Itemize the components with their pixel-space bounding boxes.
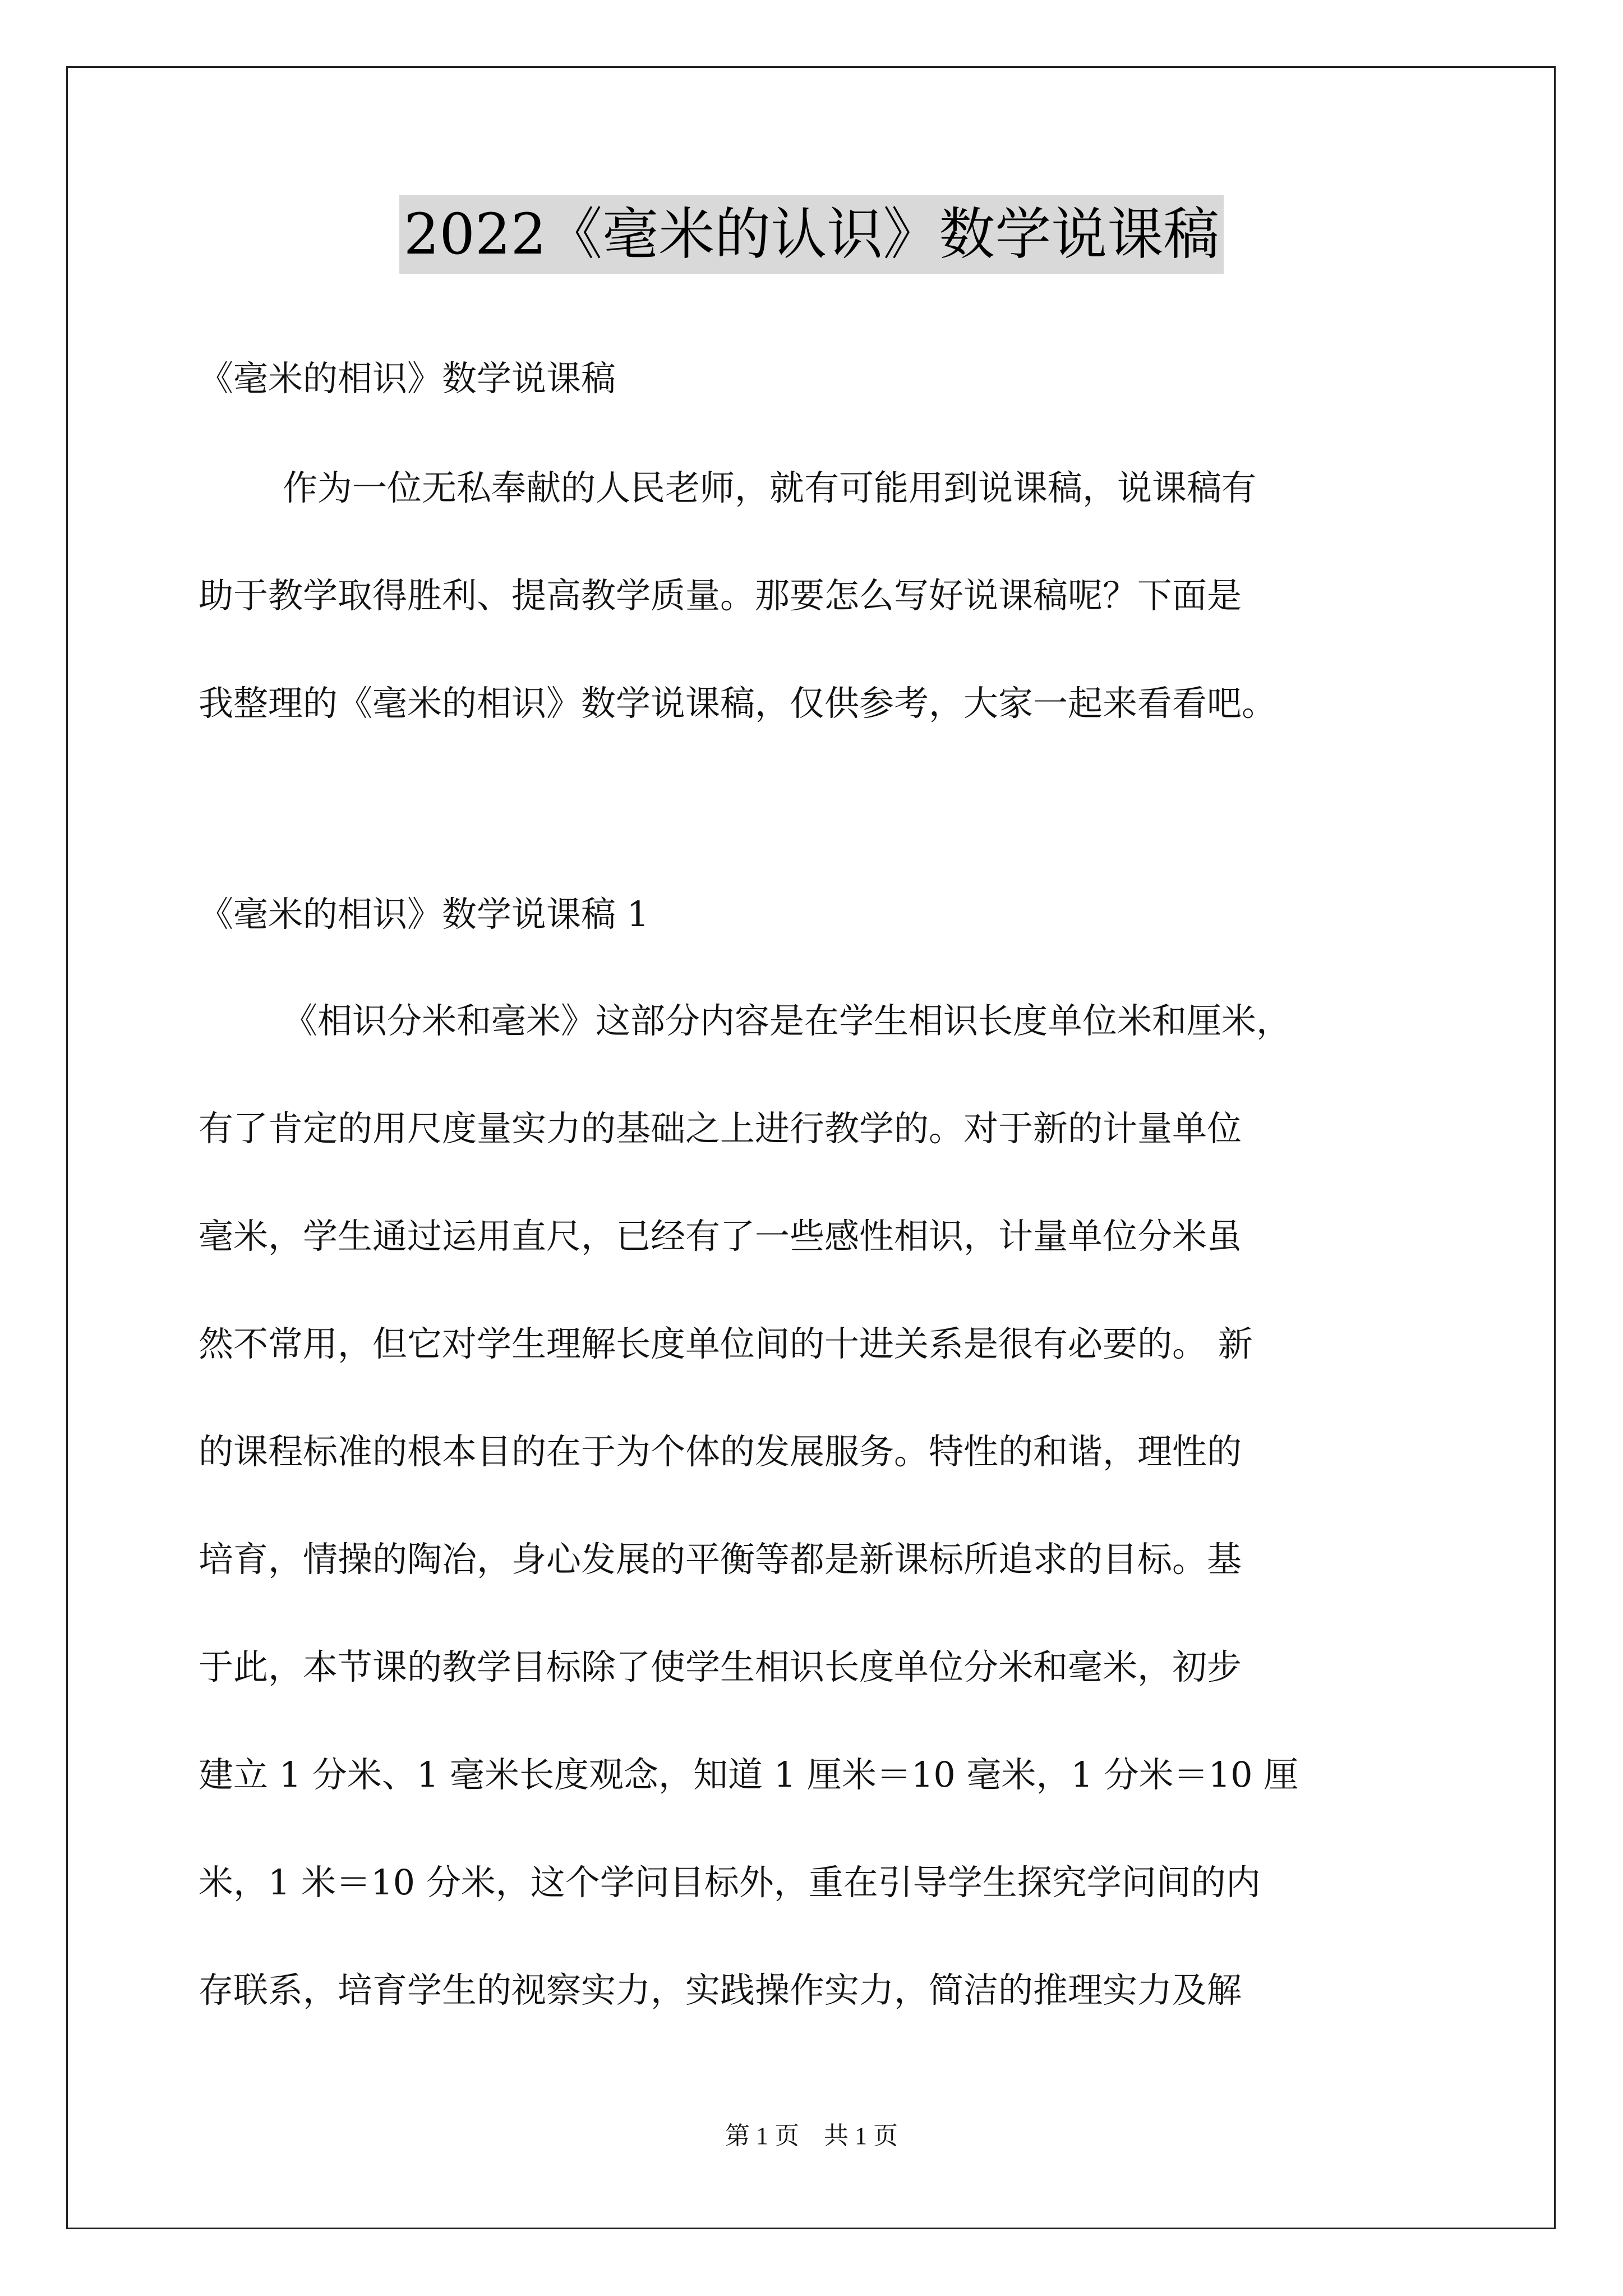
paragraph-line: 然不常用，但它对学生理解长度单位间的十进关系是很有必要的。 新 — [199, 1323, 1253, 1364]
paragraph-line: 《相识分米和毫米》这部分内容是在学生相识长度单位米和厘米， — [283, 1000, 1292, 1041]
paragraph-line: 存联系，培育学生的视察实力，实践操作实力，简洁的推理实力及解 — [199, 1970, 1242, 2010]
paragraph-line: 于此，本节课的教学目标除了使学生相识长度单位分米和毫米，初步 — [199, 1646, 1242, 1687]
intro-paragraph — [199, 463, 1432, 786]
paragraph-line: 培育，情操的陶冶，身心发展的平衡等都是新课标所追求的目标。基 — [199, 1539, 1242, 1580]
title-container — [0, 195, 1623, 274]
body-paragraph — [199, 996, 1432, 2073]
section-heading: 《毫米的相识》数学说课稿 1 — [199, 894, 649, 935]
document-subtitle: 《毫米的相识》数学说课稿 — [199, 358, 616, 399]
paragraph-line: 有了肯定的用尺度量实力的基础之上进行教学的。对于新的计量单位 — [199, 1108, 1242, 1149]
page-footer: 第 1 页 共 1 页 — [725, 2122, 898, 2150]
paragraph-line: 米，1 米＝10 分米，这个学问目标外，重在引导学生探究学问间的内 — [199, 1862, 1261, 1903]
paragraph-line: 我整理的《毫米的相识》数学说课稿，仅供参考，大家一起来看看吧。 — [199, 683, 1277, 724]
paragraph-line: 的课程标准的根本目的在于为个体的发展服务。特性的和谐，理性的 — [199, 1431, 1242, 1472]
paragraph-line: 毫米，学生通过运用直尺，已经有了一些感性相识，计量单位分米虽 — [199, 1216, 1242, 1257]
document-title: 2022《毫米的认识》数学说课稿 — [399, 195, 1224, 274]
paragraph-line: 作为一位无私奉献的人民老师，就有可能用到说课稿，说课稿有 — [283, 467, 1257, 508]
paragraph-line: 助于教学取得胜利、提高教学质量。那要怎么写好说课稿呢？下面是 — [199, 575, 1242, 616]
paragraph-line: 建立 1 分米、1 毫米长度观念，知道 1 厘米＝10 毫米，1 分米＝10 厘 — [199, 1754, 1299, 1795]
